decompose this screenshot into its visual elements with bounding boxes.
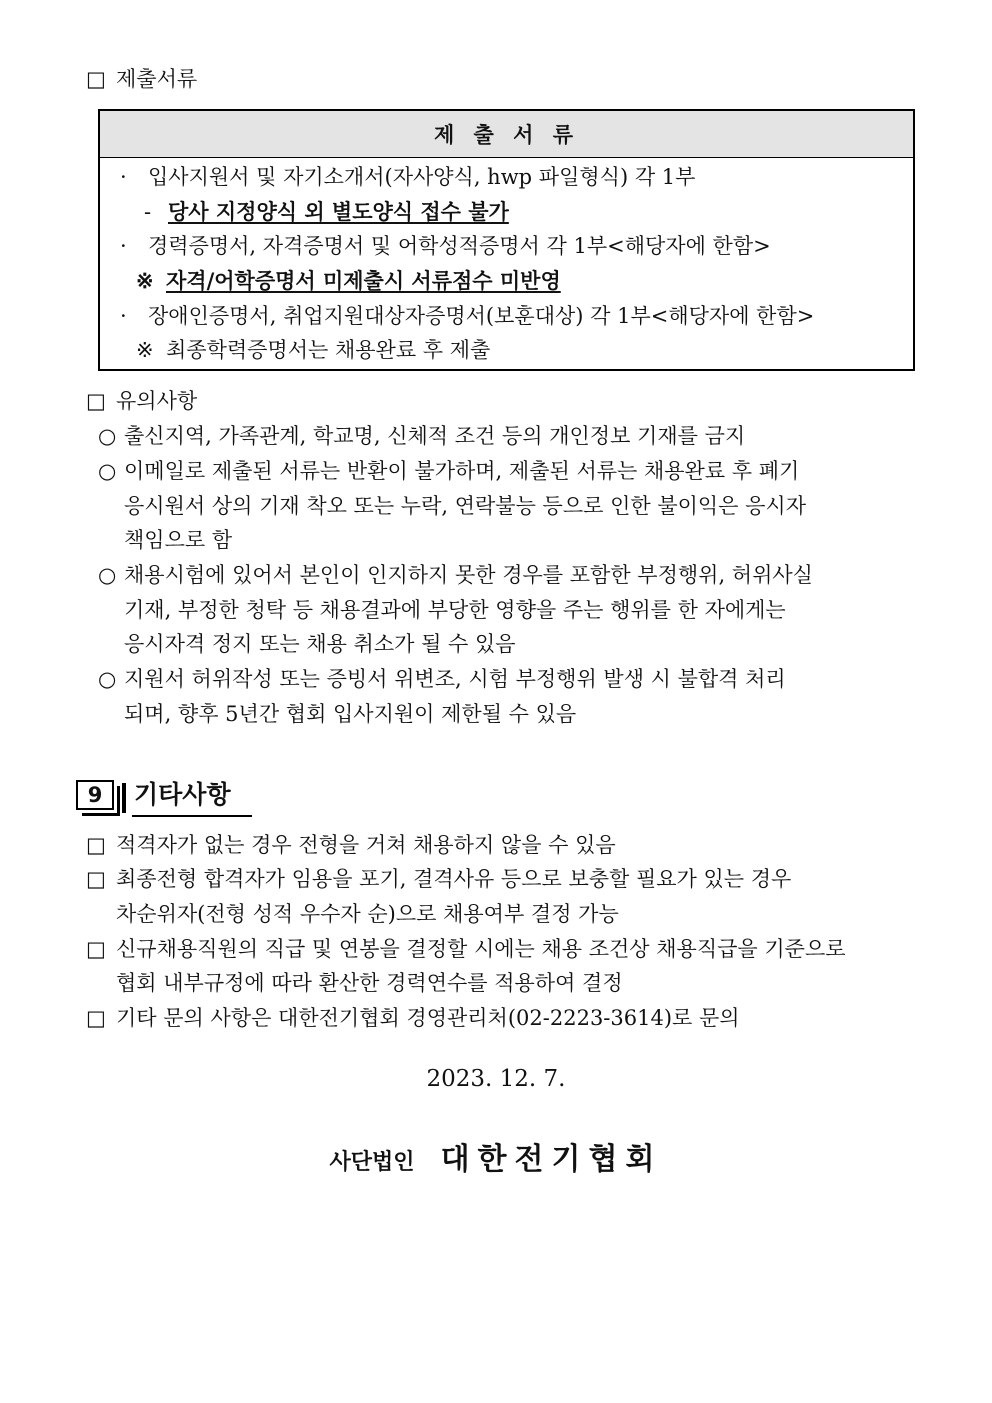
submission-item: · 장애인증명서, 취업지원대상자증명서(보훈대상) 각 1부<해당자에 한함> bbox=[120, 301, 814, 331]
section9-item: □ 기타 문의 사항은 대한전기협회 경영관리처(02-2223-3614)로 문의 bbox=[86, 1003, 740, 1033]
notes-heading: □ 유의사항 bbox=[86, 386, 197, 416]
section-title: 기타사항 bbox=[134, 780, 231, 809]
organization-signature bbox=[0, 1134, 992, 1178]
section9-item: □ 적격자가 없는 경우 전형을 거쳐 채용하지 않을 수 있음 bbox=[86, 830, 616, 860]
submission-subitem: - 당사 지정양식 외 별도양식 접수 불가 bbox=[144, 197, 509, 227]
notes-line: 응시원서 상의 기재 착오 또는 누락, 연락불능 등으로 인한 불이익은 응시자 bbox=[124, 494, 807, 518]
section9-line: 협회 내부규정에 따라 환산한 경력연수를 적용하여 결정 bbox=[116, 971, 623, 995]
circle-bullet-icon: ○ bbox=[98, 459, 117, 483]
submission-heading: □ 제출서류 bbox=[86, 64, 197, 94]
checkbox-square-icon: □ bbox=[86, 937, 106, 961]
submission-item: · 경력증명서, 자격증명서 및 어학성적증명서 각 1부<해당자에 한함> bbox=[120, 231, 771, 261]
submission-note: ※ 자격/어학증명서 미제출시 서류점수 미반영 bbox=[136, 266, 561, 296]
checkbox-square-icon: □ bbox=[86, 867, 106, 891]
section9-item: □ 최종전형 합격자가 임용을 포기, 결격사유 등으로 보충할 필요가 있는 경우 bbox=[86, 864, 791, 894]
notes-item: ○ 지원서 허위작성 또는 증빙서 위변조, 시험 부정행위 발생 시 불합격 처리 bbox=[98, 664, 786, 694]
checkbox-square-icon: □ bbox=[86, 1006, 106, 1030]
submission-item: · 입사지원서 및 자기소개서(자사양식, hwp 파일형식) 각 1부 bbox=[120, 162, 695, 192]
notes-line: 응시자격 정지 또는 채용 취소가 될 수 있음 bbox=[124, 632, 516, 656]
submission-note: ※ 최종학력증명서는 채용완료 후 제출 bbox=[136, 335, 490, 365]
reference-mark-icon: ※ bbox=[136, 268, 154, 293]
bullet-dot-icon: · bbox=[120, 234, 127, 258]
checkbox-square-icon: □ bbox=[86, 833, 106, 857]
notes-item: ○ 채용시험에 있어서 본인이 인지하지 못한 경우를 포함한 부정행위, 허위사실 bbox=[98, 560, 813, 590]
dash-icon: - bbox=[144, 200, 152, 224]
circle-bullet-icon: ○ bbox=[98, 667, 117, 691]
section9-line: 차순위자(전형 성적 우수자 순)으로 채용여부 결정 가능 bbox=[116, 902, 619, 926]
notes-line: 되며, 향후 5년간 협회 입사지원이 제한될 수 있음 bbox=[124, 702, 577, 726]
circle-bullet-icon: ○ bbox=[98, 424, 117, 448]
organization-name: 대한전기협회 bbox=[440, 1142, 663, 1177]
section9-item: □ 신규채용직원의 직급 및 연봉을 결정할 시에는 채용 조건상 채용직급을 기준으로 bbox=[86, 934, 846, 964]
section-number: 9 bbox=[76, 780, 114, 810]
document-date: 2023. 12. 7. bbox=[426, 1066, 566, 1092]
notes-line: 책임으로 함 bbox=[124, 528, 233, 552]
checkbox-square-icon: □ bbox=[86, 67, 106, 91]
submission-table-header: 제 출 서 류 bbox=[100, 111, 913, 158]
bullet-dot-icon: · bbox=[120, 304, 127, 328]
section-divider-bar bbox=[122, 783, 126, 813]
organization-prefix: 사단법인 bbox=[329, 1149, 415, 1175]
circle-bullet-icon: ○ bbox=[98, 563, 117, 587]
notes-item: ○ 출신지역, 가족관계, 학교명, 신체적 조건 등의 개인정보 기재를 금지 bbox=[98, 421, 745, 451]
checkbox-square-icon: □ bbox=[86, 389, 106, 413]
section-title-underline bbox=[132, 815, 252, 817]
notes-item: ○ 이메일로 제출된 서류는 반환이 불가하며, 제출된 서류는 채용완료 후 폐기 bbox=[98, 456, 799, 486]
reference-mark-icon: ※ bbox=[136, 338, 154, 362]
notes-line: 기재, 부정한 청탁 등 채용결과에 부당한 영향을 주는 행위를 한 자에게는 bbox=[124, 598, 786, 622]
bullet-dot-icon: · bbox=[120, 165, 127, 189]
